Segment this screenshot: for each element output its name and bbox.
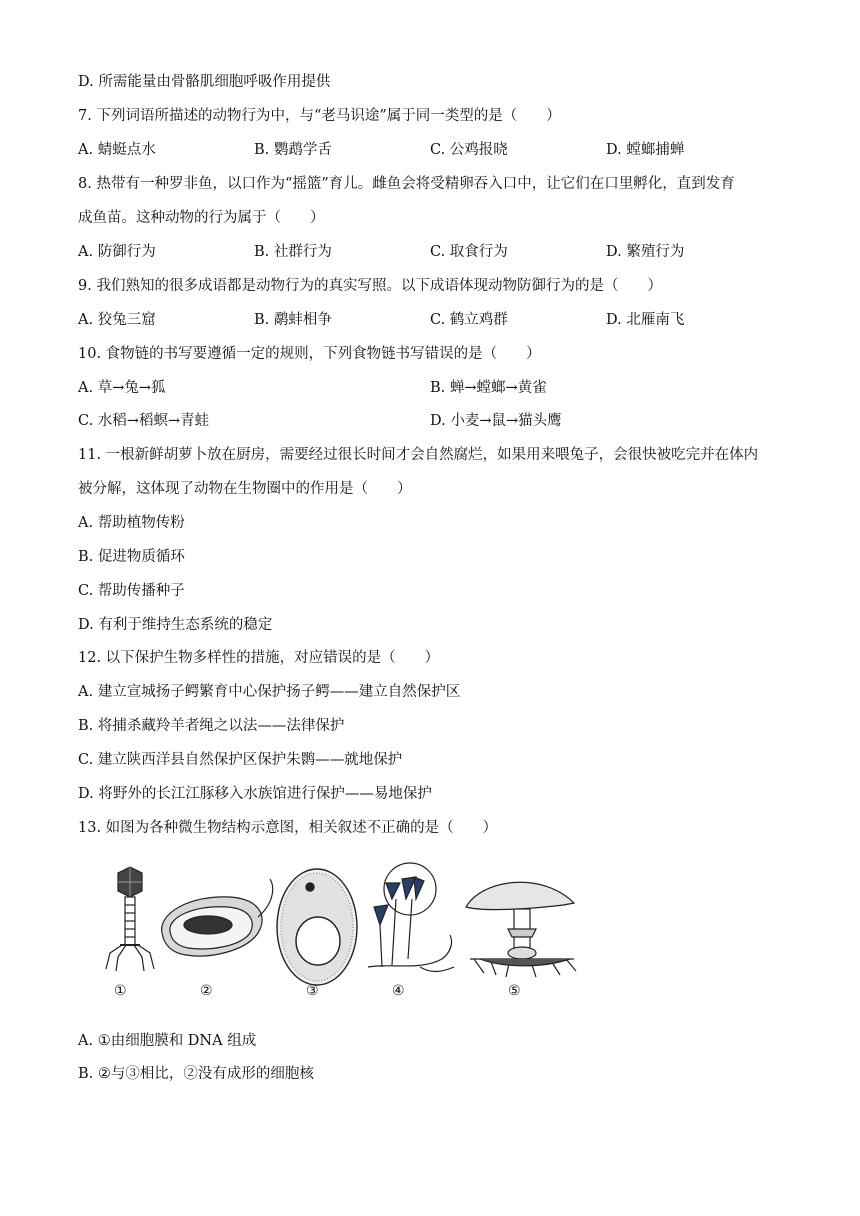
q13-option-b: B. ②与③相比，②没有成形的细胞核: [78, 1066, 314, 1082]
figure-label-4: ④: [392, 983, 405, 999]
question-12: 12. 以下保护生物多样性的措施，对应错误的是（ ）: [78, 650, 440, 666]
question-10: 10. 食物链的书写要遵循一定的规则，下列食物链书写错误的是（ ）: [78, 346, 541, 362]
q10-option-b: B. 蝉→螳螂→黄雀: [430, 380, 547, 396]
q11-option-a: A. 帮助植物传粉: [78, 515, 185, 531]
q11-option-b: B. 促进物质循环: [78, 549, 185, 565]
question-8-line-1: 8. 热带有一种罗非鱼，以口作为“摇篮”育儿。雌鱼会将受精卵吞入口中，让它们在口里孵化，直到发育: [78, 176, 735, 192]
question-11-line-1: 11. 一根新鲜胡萝卜放在厨房，需要经过很长时间才会自然腐烂，如果用来喂兔子，会很快被吃完并在体内: [78, 447, 759, 463]
q12-option-c: C. 建立陕西洋县自然保护区保护朱鹮——就地保护: [78, 752, 403, 768]
q9-option-b: B. 鹬蚌相争: [254, 312, 332, 328]
q8-option-d: D. 繁殖行为: [606, 244, 685, 260]
q9-option-a: A. 狡兔三窟: [78, 312, 156, 328]
q12-option-a: A. 建立宣城扬子鳄繁育中心保护扬子鳄——建立自然保护区: [78, 684, 461, 700]
figure-label-2: ②: [200, 983, 213, 999]
figure-label-5: ⑤: [508, 983, 521, 999]
q11-option-d: D. 有利于维持生态系统的稳定: [78, 617, 273, 633]
question-8-line-2: 成鱼苗。这种动物的行为属于（ ）: [78, 210, 325, 226]
q7-option-d: D. 螳螂捕蝉: [606, 142, 685, 158]
question-9: 9. 我们熟知的很多成语都是动物行为的真实写照。以下成语体现动物防御行为的是（ ）: [78, 278, 662, 294]
bacteriophage-drawing: [106, 867, 154, 971]
q7-option-c: C. 公鸡报晓: [430, 142, 508, 158]
yeast-drawing: [277, 869, 357, 985]
figure-label-1: ①: [114, 983, 127, 999]
question-7: 7. 下列词语所描述的动物行为中，与“老马识途”属于同一类型的是（ ）: [78, 108, 561, 124]
bacterium-drawing: [162, 879, 273, 956]
figure-label-3: ③: [306, 983, 319, 999]
penicillium-drawing: [368, 863, 454, 972]
q10-option-c: C. 水稻→稻螟→青蛙: [78, 413, 210, 429]
question-13: 13. 如图为各种微生物结构示意图，相关叙述不正确的是（ ）: [78, 820, 498, 836]
q12-option-b: B. 将捕杀藏羚羊者绳之以法——法律保护: [78, 718, 345, 734]
q8-option-c: C. 取食行为: [430, 244, 508, 260]
question-11-line-2: 被分解，这体现了动物在生物圈中的作用是（ ）: [78, 481, 412, 497]
q9-option-c: C. 鹤立鸡群: [430, 312, 508, 328]
mushroom-drawing: [466, 882, 576, 977]
q12-option-d: D. 将野外的长江江豚移入水族馆进行保护——易地保护: [78, 786, 432, 802]
q10-option-d: D. 小麦→鼠→猫头鹰: [430, 413, 562, 429]
q6-option-d: D. 所需能量由骨骼肌细胞呼吸作用提供: [78, 74, 331, 90]
q7-option-a: A. 蜻蜓点水: [78, 142, 156, 158]
q8-option-b: B. 社群行为: [254, 244, 332, 260]
q11-option-c: C. 帮助传播种子: [78, 583, 185, 599]
q7-option-b: B. 鹦鹉学舌: [254, 142, 332, 158]
q9-option-d: D. 北雁南飞: [606, 312, 685, 328]
q13-option-a: A. ①由细胞膜和 DNA 组成: [78, 1033, 257, 1049]
q8-option-a: A. 防御行为: [78, 244, 156, 260]
q10-option-a: A. 草→兔→狐: [78, 380, 166, 396]
